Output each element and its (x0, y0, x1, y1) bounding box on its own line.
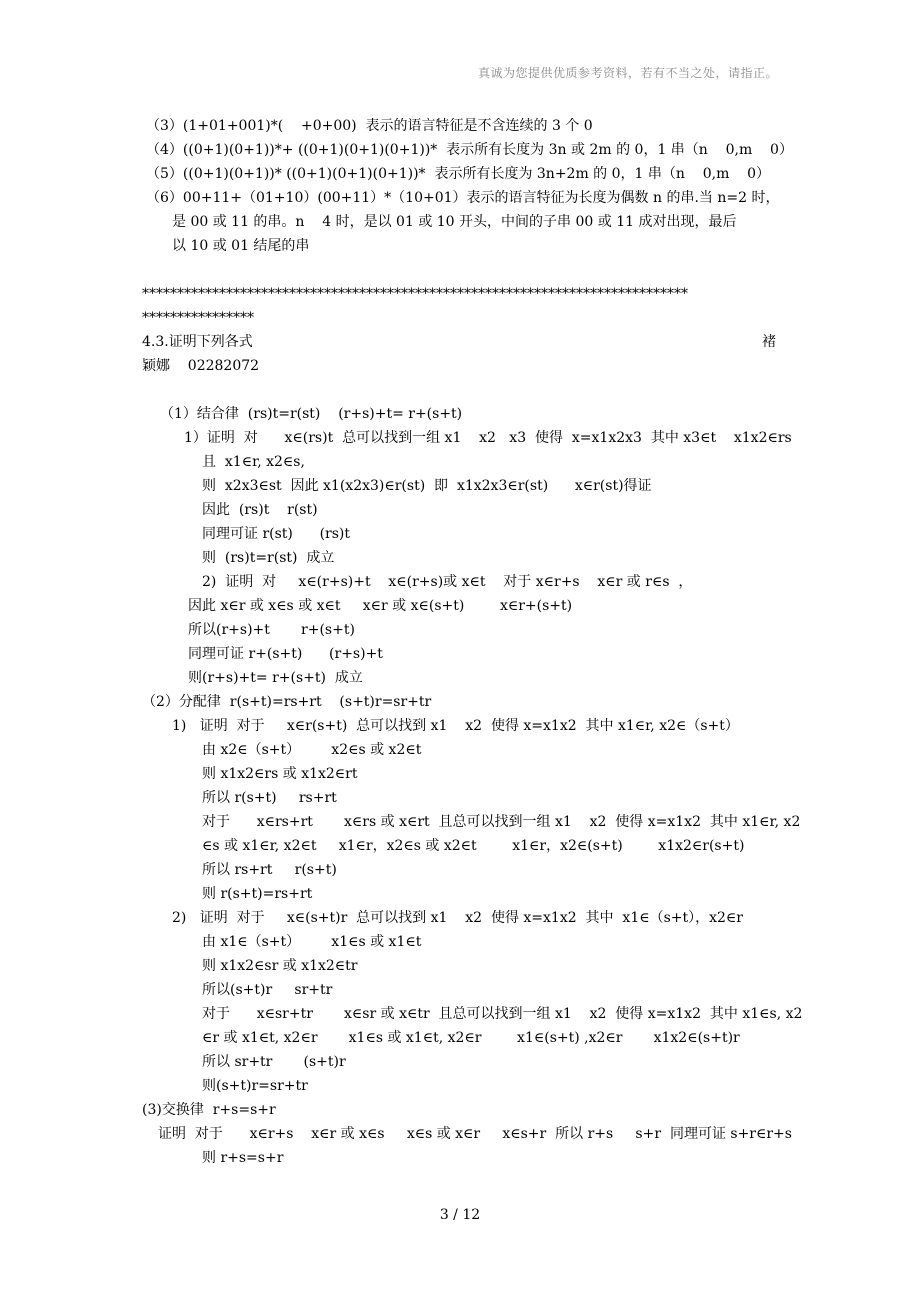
text-line: （4）((0+1)(0+1))*+ ((0+1)(0+1)(0+1))* 表示所有长度为 3n 或 2m 的 0，1 串（n 0,m 0） (146, 142, 793, 158)
text-line: （6）00+11+（01+10）(00+11）*（10+01）表示的语言特征为长度为偶数 n 的串.当 n=2 时， (146, 190, 780, 206)
text-line: 则 r+s=s+r (202, 1150, 284, 1166)
page-number: 3 / 12 (439, 1207, 481, 1223)
text-line: 对于 x∈sr+tr x∈sr 或 x∈tr 且总可以找到一组 x1 x2 使得 x=x1x2 其中 x1∈s, x2 (202, 1006, 803, 1022)
text-line: 是 00 或 11 的串。n 4 时，是以 01 或 10 开头，中间的子串 00 或 11 成对出现，最后 (172, 214, 737, 230)
header-note: 真诚为您提供优质参考资料，若有不当之处，请指正。 (477, 66, 778, 80)
text-line: （3）(1+01+001)*( +0+00) 表示的语言特征是不含连续的 3 个 0 (146, 118, 593, 134)
text-line: 4.3.证明下列各式 (142, 334, 253, 350)
text-line: 以 10 或 01 结尾的串 (172, 238, 310, 254)
text-line: ∈r 或 x1∈t, x2∈r x1∈s 或 x1∈t, x2∈r x1∈(s+t) ,x2∈r x1x2∈(s+t)r (202, 1030, 740, 1046)
text-line: 所以(s+t)r sr+tr (202, 982, 333, 998)
text-line: 由 x1∈（s+t） x1∈s 或 x1∈t (202, 934, 422, 950)
text-line: 则(s+t)r=sr+tr (202, 1078, 308, 1094)
text-line: 则 x2x3∈st 因此 x1(x2x3)∈r(st) 即 x1x2x3∈r(st) x∈r(st)得证 (202, 478, 652, 494)
text-line: 则 r(s+t)=rs+rt (202, 886, 313, 902)
text-line: 2) 证明 对于 x∈(s+t)r 总可以找到 x1 x2 使得 x=x1x2 其中 x1∈（s+t），x2∈r (172, 910, 743, 926)
text-line: (3)交换律 r+s=s+r (142, 1102, 276, 1118)
text-line: 所以 sr+tr (s+t)r (202, 1054, 346, 1070)
text-line: 所以 rs+rt r(s+t) (202, 862, 337, 878)
text-line: （1）结合律 (rs)t=r(st) (r+s)+t= r+(s+t) (160, 406, 463, 422)
text-line: 由 x2∈（s+t） x2∈s 或 x2∈t (202, 742, 422, 758)
text-line: 1）证明 对 x∈(rs)t 总可以找到一组 x1 x2 x3 使得 x=x1x2x3 其中 x3∈t x1x2∈rs (184, 430, 792, 446)
text-line: 则 (rs)t=r(st) 成立 (202, 550, 335, 566)
text-line: 同理可证 r(st) (rs)t (202, 526, 351, 542)
text-line: 则(r+s)+t= r+(s+t) 成立 (188, 670, 363, 686)
text-line: 颖娜 02282072 (142, 358, 260, 374)
text-line: 因此 (rs)t r(st) (202, 502, 318, 518)
text-line: ∈s 或 x1∈r, x2∈t x1∈r，x2∈s 或 x2∈t x1∈r，x2∈(s+t) x1x2∈r(s+t) (202, 838, 745, 854)
text-line: 因此 x∈r 或 x∈s 或 x∈t x∈r 或 x∈(s+t) x∈r+(s+t) (188, 598, 573, 614)
text-line: 对于 x∈rs+rt x∈rs 或 x∈rt 且总可以找到一组 x1 x2 使得 x=x1x2 其中 x1∈r, x2 (202, 814, 801, 830)
text-line: （5）((0+1)(0+1))* ((0+1)(0+1)(0+1))* 表示所有长度为 3n+2m 的 0，1 串（n 0,m 0） (146, 166, 771, 182)
text-line: ****************************************************************************** (142, 286, 688, 302)
text-line: 证明 对于 x∈r+s x∈r 或 x∈s x∈s 或 x∈r x∈s+r 所以 r+s s+r 同理可证 s+r∈r+s (158, 1126, 792, 1142)
text-line: 所以 r(s+t) rs+rt (202, 790, 337, 806)
text-line: 则 x1x2∈rs 或 x1x2∈rt (202, 766, 358, 782)
text-line: 褚 (762, 334, 776, 350)
text-line: 则 x1x2∈sr 或 x1x2∈tr (202, 958, 358, 974)
text-line: 2) 证明 对 x∈(r+s)+t x∈(r+s)或 x∈t 对于 x∈r+s x∈r 或 r∈s ， (202, 574, 693, 590)
text-line: 且 x1∈r, x2∈s, (202, 454, 305, 470)
text-line: 所以(r+s)+t r+(s+t) (188, 622, 355, 638)
text-line: 1) 证明 对于 x∈r(s+t) 总可以找到 x1 x2 使得 x=x1x2 其中 x1∈r, x2∈（s+t） (172, 718, 739, 734)
text-line: 同理可证 r+(s+t) (r+s)+t (188, 646, 383, 662)
text-line: **************** (142, 310, 254, 326)
text-line: （2）分配律 r(s+t)=rs+rt (s+t)r=sr+tr (142, 694, 432, 710)
